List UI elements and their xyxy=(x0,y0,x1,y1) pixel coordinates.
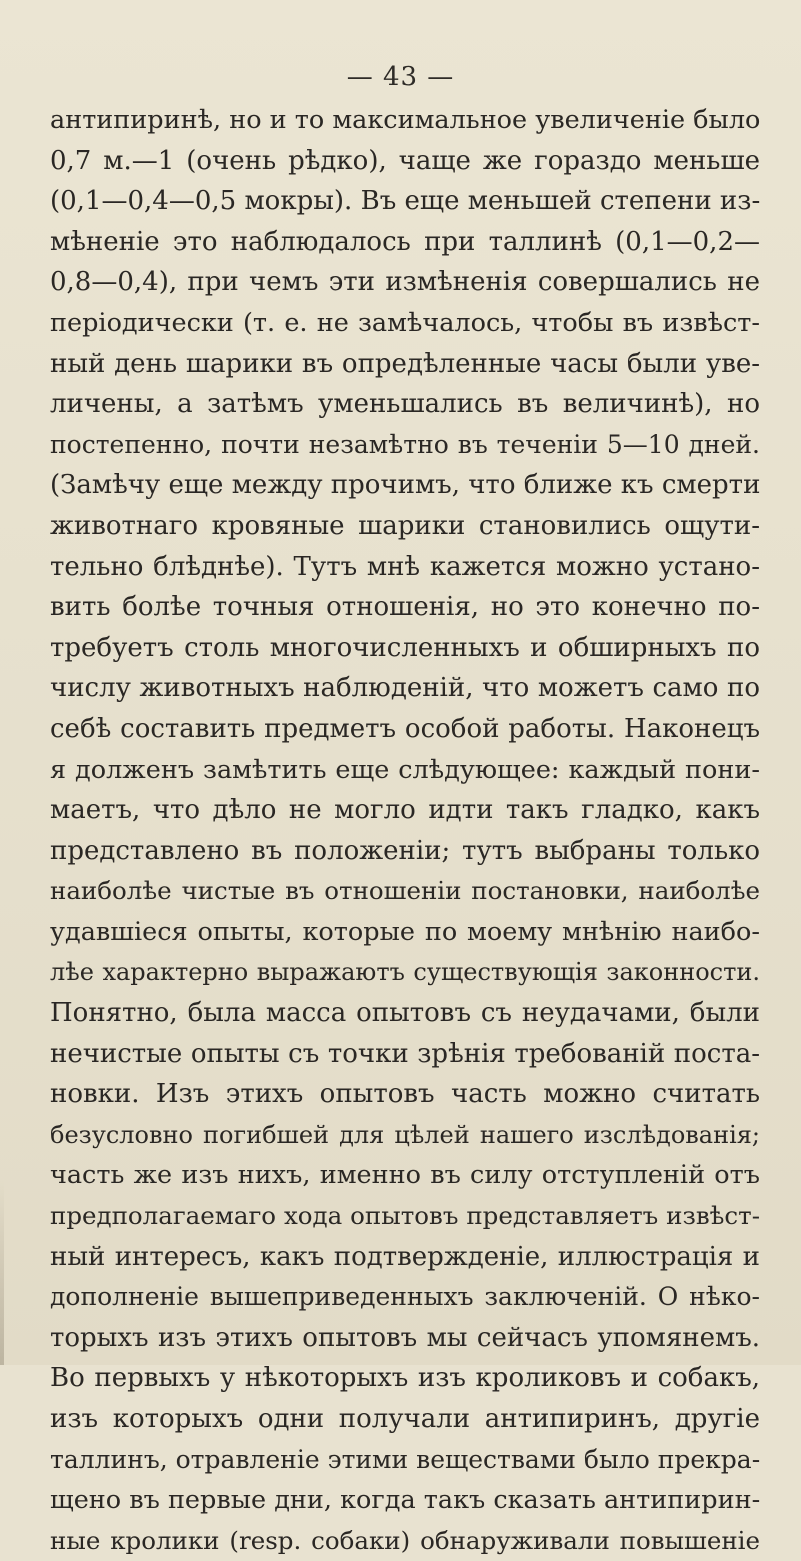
text-line: 0,8—0,4), при чемъ эти измѣненія совершались не xyxy=(50,267,760,298)
page-number: — 43 — xyxy=(346,62,455,92)
text-line: предполагаемаго хода опытовъ представляетъ извѣст- xyxy=(50,1201,760,1231)
text-line: Во первыхъ у нѣкоторыхъ изъ кроликовъ и собакъ, xyxy=(50,1363,760,1394)
text-line: (Замѣчу еще между прочимъ, что ближе къ смерти xyxy=(50,470,761,501)
text-line: 0,7 м.—1 (очень рѣдко), чаще же гораздо меньше xyxy=(50,145,760,176)
text-line: нечистые опыты съ точки зрѣнія требованій поста- xyxy=(50,1038,760,1069)
text-line: удавшіеся опыты, которые по моему мнѣнію наибо- xyxy=(50,916,760,947)
text-line: изъ которыхъ одни получали антипиринъ, другіе xyxy=(50,1404,760,1434)
text-line: я долженъ замѣтить еще слѣдующее: каждый пони- xyxy=(50,754,760,785)
text-line: антипиринѣ, но и то максимальное увеличеніе было xyxy=(50,105,761,135)
text-line: новки. Изъ этихъ опытовъ часть можно считать xyxy=(50,1079,760,1110)
text-line: періодически (т. е. не замѣчалось, чтобы въ извѣст- xyxy=(50,307,760,338)
text-line: таллинъ, отравленіе этими веществами было прекра- xyxy=(50,1444,761,1474)
text-line: безусловно погибшей для цѣлей нашего изслѣдованія; xyxy=(50,1120,760,1149)
text-line: числу животныхъ наблюденій, что можетъ само по xyxy=(50,673,760,704)
text-line: личены, а затѣмъ уменьшались въ величинѣ), но xyxy=(50,389,760,420)
text-line: требуетъ столь многочисленныхъ и обширныхъ по xyxy=(50,632,760,663)
text-line: ный интересъ, какъ подтвержденіе, иллюстрація и xyxy=(50,1241,760,1272)
text-line: представлено въ положеніи; тутъ выбраны только xyxy=(50,835,760,866)
text-line: лѣе характерно выражаютъ существующія законности. xyxy=(50,958,760,987)
text-line: тельно блѣднѣе). Тутъ мнѣ кажется можно устано- xyxy=(50,551,760,582)
text-line: дополненіе вышеприведенныхъ заключеній. О нѣко- xyxy=(50,1282,760,1312)
text-line: ные кролики (resp. собаки) обнаруживали повышеніе xyxy=(50,1525,760,1555)
text-line: маетъ, что дѣло не могло идти такъ гладко, какъ xyxy=(50,795,760,826)
text-line: щено въ первые дни, когда такъ сказать антипирин- xyxy=(50,1485,761,1516)
text-line: Понятно, была масса опытовъ съ неудачами, были xyxy=(50,998,760,1029)
text-line: мѣненіе это наблюдалось при таллинѣ (0,1—0,2— xyxy=(50,226,760,257)
text-line: часть же изъ нихъ, именно въ силу отступленій отъ xyxy=(50,1160,760,1191)
text-line: ный день шарики въ опредѣленные часы были уве- xyxy=(50,348,760,379)
text-line: (0,1—0,4—0,5 мокры). Въ еще меньшей степени из- xyxy=(50,186,761,217)
text-line: постепенно, почти незамѣтно въ теченіи 5—10 дней. xyxy=(50,429,760,459)
text-line: вить болѣе точныя отношенія, но это конечно по- xyxy=(50,592,760,623)
text-line: торыхъ изъ этихъ опытовъ мы сейчасъ упомянемъ. xyxy=(50,1322,760,1353)
text-line: наиболѣе чистые въ отношеніи постановки, наиболѣе xyxy=(50,876,760,906)
page-edge-shadow xyxy=(0,1180,4,1365)
body-text xyxy=(50,100,760,1561)
text-line: себѣ составить предметъ особой работы. Наконецъ xyxy=(50,713,760,744)
text-line: животнаго кровяные шарики становились ощути- xyxy=(50,510,760,541)
